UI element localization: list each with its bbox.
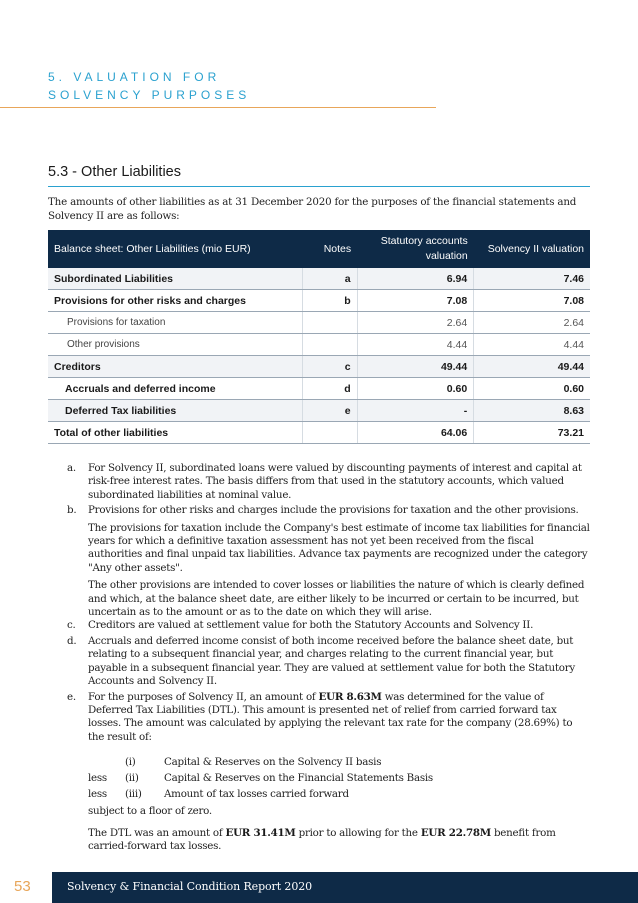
note-label: e. bbox=[67, 690, 76, 703]
note-text: Creditors are valued at settlement value for both the Statutory Accounts and Solvency II. bbox=[88, 619, 534, 632]
row-solvency-value: 7.46 bbox=[474, 268, 590, 290]
row-statutory-value: 0.60 bbox=[357, 378, 474, 400]
row-solvency-value: 7.08 bbox=[474, 290, 590, 312]
row-label: Creditors bbox=[48, 356, 302, 378]
row-solvency-value: 49.44 bbox=[474, 356, 590, 378]
section-title bbox=[48, 68, 250, 104]
row-note: e bbox=[302, 400, 357, 422]
dtl-summary bbox=[48, 827, 590, 854]
row-solvency-value: 8.63 bbox=[474, 400, 590, 422]
calc-number: (ii) bbox=[125, 772, 139, 785]
footer-report-title: Solvency & Financial Condition Report 2020 bbox=[67, 880, 313, 893]
note-c bbox=[48, 619, 590, 632]
column-header-solvency: Solvency II valuation bbox=[474, 230, 590, 268]
row-solvency-value: 2.64 bbox=[474, 312, 590, 334]
calc-number: (iii) bbox=[125, 788, 142, 801]
floor-note: subject to a floor of zero. bbox=[88, 805, 212, 818]
row-label: Other provisions bbox=[48, 334, 302, 356]
row-note: d bbox=[302, 378, 357, 400]
row-label: Provisions for other risks and charges bbox=[48, 290, 302, 312]
row-note: c bbox=[302, 356, 357, 378]
note-b-other-provisions-paragraph: The other provisions are intended to cover losses or liabilities the nature of which is clearly defined and which, at the balance sheet date, are either likely to be incurred or certain to be incurred, but uncertain as to the amount or as to the date on which they will arise. bbox=[88, 579, 585, 619]
row-label: Deferred Tax liabilities bbox=[48, 400, 302, 422]
page-number: 53 bbox=[14, 878, 31, 895]
calc-prefix: less bbox=[88, 788, 107, 801]
other-liabilities-table bbox=[48, 230, 590, 444]
intro-paragraph: The amounts of other liabilities as at 31 December 2020 for the purposes of the financial statements and Solvency II are as follows: bbox=[48, 196, 577, 222]
row-statutory-value: 64.06 bbox=[357, 422, 474, 444]
section-title-line1: 5. VALUATION FOR bbox=[48, 70, 221, 84]
subsection-title: 5.3 - Other Liabilities bbox=[48, 164, 181, 180]
row-statutory-value: 4.44 bbox=[357, 334, 474, 356]
section-title-line2: SOLVENCY PURPOSES bbox=[48, 88, 251, 102]
calc-number: (i) bbox=[125, 756, 136, 769]
tax-loss-benefit-amount: EUR 22.78M bbox=[420, 826, 491, 839]
row-note: b bbox=[302, 290, 357, 312]
row-statutory-value: - bbox=[357, 400, 474, 422]
calc-row bbox=[88, 788, 590, 804]
calc-row bbox=[88, 772, 590, 788]
calc-row bbox=[88, 756, 590, 772]
table-row bbox=[48, 356, 590, 378]
subsection-divider bbox=[48, 186, 590, 187]
table-row bbox=[48, 378, 590, 400]
table-header-row bbox=[48, 230, 590, 268]
notes-list bbox=[48, 462, 590, 853]
note-b bbox=[48, 504, 590, 517]
row-statutory-value: 7.08 bbox=[357, 290, 474, 312]
row-label: Total of other liabilities bbox=[48, 422, 302, 444]
dtl-text-2: prior to allowing for the bbox=[295, 826, 421, 839]
note-text: For Solvency II, subordinated loans were valued by discounting payments of interest and capital at risk-free interest rates. The basis differs from that used in the statutory accounts, which valued subordinated liabilities at nominal value. bbox=[88, 462, 582, 501]
row-label: Provisions for taxation bbox=[48, 312, 302, 334]
row-note bbox=[302, 422, 357, 444]
note-label: d. bbox=[67, 634, 77, 647]
column-header-balance-sheet: Balance sheet: Other Liabilities (mio EUR) bbox=[48, 230, 302, 268]
table-row bbox=[48, 400, 590, 422]
column-header-notes: Notes bbox=[302, 230, 357, 268]
dtl-text-1: The DTL was an amount of bbox=[88, 826, 226, 839]
calc-description: Capital & Reserves on the Financial Statements Basis bbox=[164, 772, 433, 785]
note-text: Provisions for other risks and charges include the provisions for taxation and the other provisions. bbox=[88, 504, 579, 517]
note-text-end: was determined for the value of Deferred Tax Liabilities (DTL). This amount is presented net of relief from carried forward tax losses. The amount was calculated by applying the relevant tax rate for the company (28.69%) to the result of: bbox=[88, 690, 573, 743]
note-d bbox=[48, 635, 590, 689]
table-row bbox=[48, 334, 590, 356]
table-row bbox=[48, 312, 590, 334]
dtl-calculation bbox=[48, 756, 590, 818]
row-solvency-value: 0.60 bbox=[474, 378, 590, 400]
note-b-taxation-paragraph: The provisions for taxation include the Company's best estimate of income tax liabilities for financial years for which a definitive taxation assessment has not yet been received from the fiscal authorities and final unpaid tax liabilities. Advance tax payments are recognized under the category "Any other assets". bbox=[88, 521, 590, 574]
row-solvency-value: 73.21 bbox=[474, 422, 590, 444]
calc-description: Amount of tax losses carried forward bbox=[164, 788, 349, 801]
note-text-start: For the purposes of Solvency II, an amount of bbox=[88, 690, 319, 703]
row-note bbox=[302, 334, 357, 356]
row-statutory-value: 6.94 bbox=[357, 268, 474, 290]
section-divider bbox=[0, 107, 436, 108]
note-label: b. bbox=[67, 504, 77, 517]
calc-prefix: less bbox=[88, 772, 107, 785]
dtl-text-3: benefit from carried-forward tax losses. bbox=[88, 826, 556, 852]
row-statutory-value: 49.44 bbox=[357, 356, 474, 378]
row-solvency-value: 4.44 bbox=[474, 334, 590, 356]
row-statutory-value: 2.64 bbox=[357, 312, 474, 334]
table-row bbox=[48, 268, 590, 290]
calc-description: Capital & Reserves on the Solvency II basis bbox=[164, 756, 382, 769]
row-note: a bbox=[302, 268, 357, 290]
table-total-row bbox=[48, 422, 590, 444]
note-e bbox=[48, 691, 590, 745]
dtl-amount: EUR 8.63M bbox=[318, 690, 382, 703]
table-row bbox=[48, 290, 590, 312]
note-text: Accruals and deferred income consist of both income received before the balance sheet date, but relating to a subsequent financial year, and charges relating to the current financial year, but payable in a subsequent financial year. They are valued at settlement value for both the Statutory Accounts and Solvency II. bbox=[88, 634, 575, 688]
column-header-statutory: Statutory accounts valuation bbox=[357, 230, 474, 268]
note-a bbox=[48, 462, 590, 502]
dtl-gross-amount: EUR 31.41M bbox=[225, 826, 296, 839]
row-label: Accruals and deferred income bbox=[48, 378, 302, 400]
note-label: a. bbox=[67, 462, 76, 474]
row-note bbox=[302, 312, 357, 334]
note-label: c. bbox=[67, 619, 76, 632]
row-label: Subordinated Liabilities bbox=[48, 268, 302, 290]
footer-bar bbox=[52, 872, 638, 903]
